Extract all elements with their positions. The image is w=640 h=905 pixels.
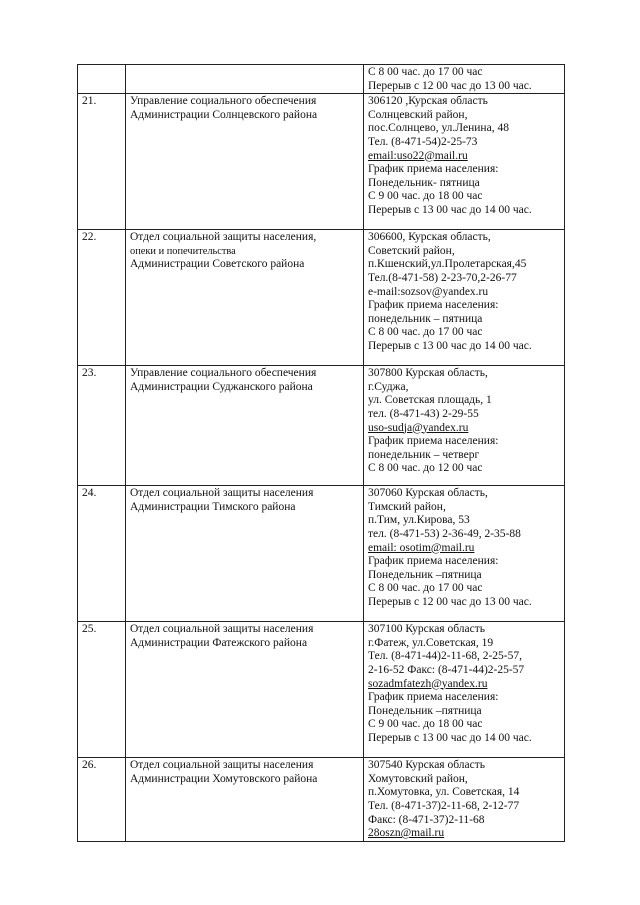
row-number-cell [78, 366, 126, 486]
table-row [78, 65, 565, 94]
organization-name-line: опеки и попечительства [130, 245, 236, 257]
contact-info-line: График приема населения: [368, 299, 499, 312]
contact-info-line: Понедельник –пятница [368, 568, 482, 581]
contact-info-line: С 8 00 час. до 17 00 час [368, 326, 483, 339]
contact-info-line: Советский район, [368, 244, 455, 257]
contact-info-line: С 8 00 час. до 17 00 час [368, 66, 483, 78]
organization-cell [126, 230, 364, 366]
organization-name-line: Отдел социальной защиты населения [130, 759, 314, 772]
table-row [78, 94, 565, 230]
contact-info-line: График приема населения: [368, 435, 499, 448]
organization-cell [126, 94, 364, 230]
contact-info-line: Перерыв с 13 00 час до 14 00 час. [368, 203, 532, 216]
organization-name-line: Администрации Суджанского района [130, 380, 313, 393]
contact-info-line: 2-16-52 Факс: (8-471-44)2-25-57 [368, 663, 525, 676]
contact-info-cell [364, 230, 565, 366]
contact-info-line: 307800 Курская область, [368, 367, 488, 380]
table-row [78, 758, 565, 842]
email-link[interactable]: uso-sudja@yandex.ru [368, 421, 469, 434]
row-number: 26. [82, 759, 97, 772]
contact-info-line: Тел. (8-471-37)2-11-68, 2-12-77 [368, 799, 520, 812]
contact-info-line: С 9 00 час. до 18 00 час [368, 718, 483, 731]
organization-name-line: Администрации Хомутовского района [130, 772, 318, 785]
contact-info-line: Солнцевский район, [368, 108, 468, 121]
contact-info-cell [364, 366, 565, 486]
row-number-cell [78, 622, 126, 758]
contact-info-line: п.Тим, ул.Кирова, 53 [368, 514, 470, 527]
contact-info-line: 306600, Курская область, [368, 231, 491, 244]
organization-cell [126, 65, 364, 94]
contact-info-line: Перерыв с 12 00 час до 13 00 час. [368, 595, 532, 608]
table-body [78, 65, 565, 842]
table-row [78, 230, 565, 366]
organization-name-line: Отдел социальной защиты населения [130, 623, 314, 636]
contact-info-line: г.Фатеж, ул.Советская, 19 [368, 636, 494, 649]
organization-name-line: Администрации Советского района [130, 258, 305, 271]
contact-info-line: 307540 Курская область [368, 759, 485, 772]
contact-info-line: пос.Солнцево, ул.Ленина, 48 [368, 122, 509, 135]
organization-cell [126, 366, 364, 486]
organization-name-line: Отдел социальной защиты населения, [130, 231, 317, 244]
email-link[interactable]: 28oszn@mail.ru [368, 827, 445, 840]
row-number: 21. [82, 95, 97, 108]
organization-name-line: Администрации Солнцевского района [130, 108, 318, 121]
contact-info-line: тел. (8-471-53) 2-36-49, 2-35-88 [368, 527, 521, 540]
row-number: 23. [82, 367, 97, 380]
contact-info-line: График приема населения: [368, 555, 499, 568]
contact-info-line: ул. Советская площадь, 1 [368, 394, 492, 407]
contact-info-line: 307100 Курская область [368, 623, 485, 636]
table-row [78, 486, 565, 622]
email-link[interactable]: email:uso22@mail.ru [368, 149, 468, 162]
contact-info-line: п.Кшенский,ул.Пролетарская,45 [368, 258, 527, 271]
contact-info-line: Хомутовский район, [368, 772, 468, 785]
contact-info-cell [364, 94, 565, 230]
email-link[interactable]: email: osotim@mail.ru [368, 541, 475, 554]
contact-info-line: График приема населения: [368, 163, 499, 176]
organization-cell [126, 622, 364, 758]
contact-info-line: Тимский район, [368, 500, 446, 513]
contact-info-line: e-mail:sozsov@yandex.ru [368, 285, 489, 298]
contact-info-line: Перерыв с 12 00 час до 13 00 час. [368, 79, 532, 92]
contact-info-line: г.Суджа, [368, 380, 409, 393]
contact-info-line: понедельник – четверг [368, 448, 480, 461]
social-protection-offices-table [77, 64, 565, 842]
contact-info-cell [364, 758, 565, 842]
contact-info-line: п.Хомутовка, ул. Советская, 14 [368, 786, 520, 799]
contact-info-line: Тел. (8-471-44)2-11-68, 2-25-57, [368, 650, 523, 663]
table-row [78, 366, 565, 486]
organization-cell [126, 486, 364, 622]
organization-name-line: Управление социального обеспечения [130, 367, 317, 380]
contact-info-line: понедельник – пятница [368, 312, 483, 325]
contact-info-line: тел. (8-471-43) 2-29-55 [368, 407, 479, 420]
organization-name-line: Отдел социальной защиты населения [130, 487, 314, 500]
contact-info-line: С 8 00 час. до 12 00 час [368, 462, 483, 475]
contact-info-line: График приема населения: [368, 691, 499, 704]
contact-info-cell [364, 486, 565, 622]
contact-info-line: Понедельник- пятница [368, 176, 480, 189]
row-number-cell [78, 230, 126, 366]
organization-name-line: Управление социального обеспечения [130, 95, 317, 108]
row-number: 25. [82, 623, 97, 636]
contact-info-line: С 9 00 час. до 18 00 час [368, 190, 483, 203]
organization-name-line: Администрации Фатежского района [130, 636, 308, 649]
email-link[interactable]: sozadmfatezh@yandex.ru [368, 677, 488, 690]
contact-info-line: 307060 Курская область, [368, 487, 488, 500]
contact-info-line: Тел. (8-471-54)2-25-73 [368, 135, 478, 148]
contact-info-cell [364, 622, 565, 758]
row-number: 22. [82, 231, 97, 244]
contact-info-line: Тел.(8-471-58) 2-23-70,2-26-77 [368, 271, 517, 284]
row-number-cell [78, 758, 126, 842]
contact-info-line: С 8 00 час. до 17 00 час [368, 582, 483, 595]
organization-name-line: Администрации Тимского района [130, 500, 296, 513]
contact-info-line: Перерыв с 13 00 час до 14 00 час. [368, 731, 532, 744]
contact-info-cell [364, 65, 565, 94]
organization-cell [126, 758, 364, 842]
table-row [78, 622, 565, 758]
contact-info-line: Факс: (8-471-37)2-11-68 [368, 813, 485, 826]
contact-info-line: 306120 ,Курская область [368, 95, 488, 108]
contact-info-line: Перерыв с 13 00 час до 14 00 час. [368, 339, 532, 352]
row-number-cell [78, 65, 126, 94]
row-number-cell [78, 486, 126, 622]
row-number: 24. [82, 487, 97, 500]
row-number-cell [78, 94, 126, 230]
contact-info-line: Понедельник –пятница [368, 704, 482, 717]
